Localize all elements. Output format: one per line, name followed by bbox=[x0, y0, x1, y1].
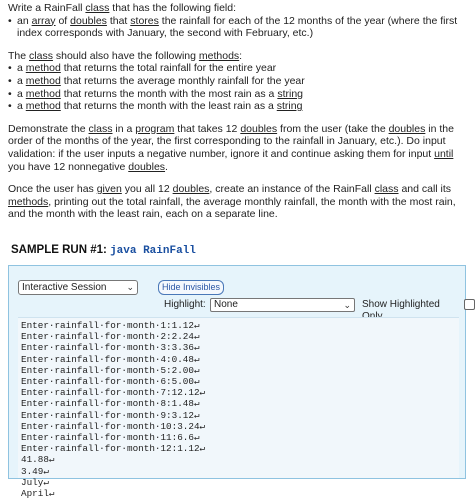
string-link[interactable]: string bbox=[277, 87, 304, 100]
given-link[interactable]: given bbox=[96, 183, 122, 196]
highlight-label: Highlight: bbox=[164, 299, 206, 310]
console-line: 3.49↵ bbox=[21, 465, 49, 477]
console-toolbar bbox=[18, 274, 459, 318]
chevron-down-icon: ⌄ bbox=[343, 300, 351, 310]
show-highlighted-only-label: Show Highlighted bbox=[362, 299, 440, 310]
class-link[interactable]: class bbox=[85, 2, 110, 14]
field-bullet: • an array of doubles that stores the rainfall for each of the 12 months of the year (where the first index corresponds with January, the second with February, etc.) bbox=[8, 15, 466, 40]
sample-run-heading bbox=[11, 244, 196, 257]
console-line: 41.88↵ bbox=[21, 454, 55, 466]
sample-run-command: java RainFall bbox=[110, 245, 196, 257]
doubles-link[interactable]: doubles bbox=[388, 122, 426, 135]
console-line: Enter·rainfall·for·month·8:1.48↵ bbox=[21, 398, 200, 410]
console-line: Enter·rainfall·for·month·10:3.24↵ bbox=[21, 420, 206, 432]
doubles-link[interactable]: doubles bbox=[70, 14, 107, 27]
hide-invisibles-button[interactable]: Hide Invisibles bbox=[158, 280, 224, 295]
sample-run-label: SAMPLE RUN #1: bbox=[11, 244, 107, 256]
console-line: Enter·rainfall·for·month·4:0.48↵ bbox=[21, 353, 200, 365]
highlight-select[interactable]: None ⌄ bbox=[210, 298, 355, 312]
until-link[interactable]: until bbox=[434, 147, 454, 160]
doubles-link[interactable]: doubles bbox=[128, 160, 166, 173]
console-line: April↵ bbox=[21, 488, 55, 499]
method-link[interactable]: method bbox=[25, 100, 61, 113]
show-highlighted-only-checkbox[interactable] bbox=[464, 299, 475, 310]
console-line: Enter·rainfall·for·month·5:2.00↵ bbox=[21, 364, 200, 376]
method-bullet: • a method that returns the total rainfall for the entire year bbox=[8, 62, 466, 75]
console-line: Enter·rainfall·for·month·3:3.36↵ bbox=[21, 342, 200, 354]
field-list bbox=[8, 15, 466, 40]
doubles-link[interactable]: doubles bbox=[240, 122, 278, 135]
once-paragraph: Once the user has given you all 12 doubles, create an instance of the RainFall class and call its methods, printing out the total rainfall, the average monthly rainfall, the month with the most rain, and the month with the least rain, each on a separate line. bbox=[8, 183, 456, 221]
intro-paragraph: Write a RainFall class that has the following field: bbox=[8, 2, 237, 14]
console-line: Enter·rainfall·for·month·7:12.12↵ bbox=[21, 387, 206, 399]
method-link[interactable]: method bbox=[25, 62, 61, 75]
console-line: July↵ bbox=[21, 476, 49, 488]
console-output bbox=[18, 317, 459, 499]
sample-run-console bbox=[8, 265, 466, 499]
methods-list bbox=[8, 62, 466, 112]
console-line: Enter·rainfall·for·month·6:5.00↵ bbox=[21, 376, 200, 388]
methods-link[interactable]: methods bbox=[198, 49, 240, 62]
doubles-link[interactable]: doubles bbox=[172, 183, 210, 196]
chevron-down-icon: ⌄ bbox=[126, 282, 134, 292]
console-line: Enter·rainfall·for·month·9:3.12↵ bbox=[21, 409, 200, 421]
methods-link[interactable]: methods bbox=[8, 195, 49, 208]
string-link[interactable]: string bbox=[276, 100, 303, 113]
stores-link[interactable]: stores bbox=[130, 14, 159, 27]
method-link[interactable]: method bbox=[25, 87, 61, 100]
class-link[interactable]: class bbox=[29, 49, 53, 62]
methods-intro: The class should also have the following methods: bbox=[8, 49, 243, 62]
method-bullet: • a method that returns the month with the most rain as a string bbox=[8, 88, 466, 101]
method-link[interactable]: method bbox=[25, 74, 61, 87]
demo-paragraph: Demonstrate the class in a program that takes 12 doubles from the user (take the doubles in the order of the months of the year, the first corresponding to the rainfall in January, etc.). Do input validation: if the user inputs a negative number, ignore it and continue asking them for input until you have 12 nonnegative doubles. bbox=[8, 122, 454, 173]
method-bullet: • a method that returns the month with the least rain as a string bbox=[8, 100, 466, 113]
console-line: Enter·rainfall·for·month·2:2.24↵ bbox=[21, 331, 200, 343]
class-link[interactable]: class bbox=[374, 183, 399, 196]
array-link[interactable]: array bbox=[31, 14, 56, 27]
console-line: Enter·rainfall·for·month·12:1.12↵ bbox=[21, 443, 206, 455]
session-select[interactable]: Interactive Session ⌄ bbox=[18, 280, 138, 295]
console-line: Enter·rainfall·for·month·1:1.12↵ bbox=[21, 320, 200, 331]
class-link[interactable]: class bbox=[88, 122, 113, 135]
program-link[interactable]: program bbox=[135, 122, 175, 135]
method-bullet: • a method that returns the average monthly rainfall for the year bbox=[8, 75, 466, 88]
console-line: Enter·rainfall·for·month·11:6.6↵ bbox=[21, 432, 200, 444]
assignment-text bbox=[8, 2, 466, 221]
